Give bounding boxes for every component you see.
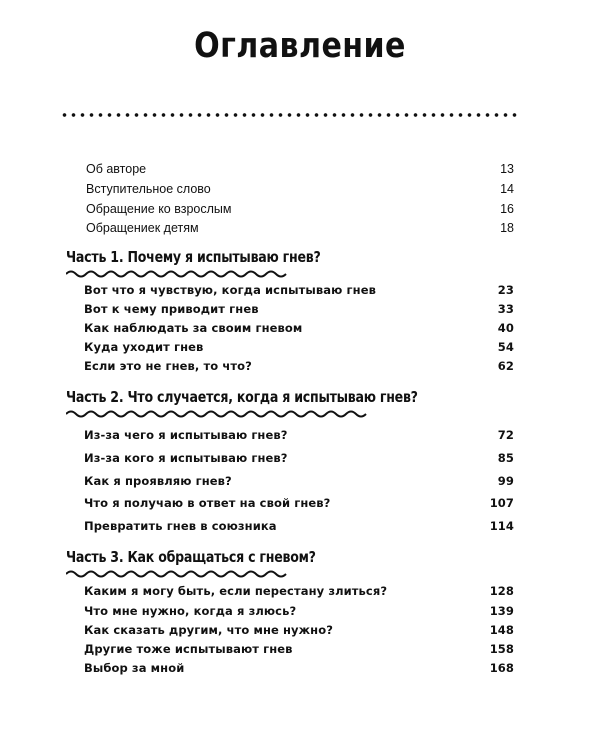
toc-entry-label: Если это не гнев, то что? — [84, 359, 252, 373]
toc-entry — [84, 283, 514, 297]
toc-entry-page: 158 — [489, 642, 514, 656]
toc-entry — [84, 340, 514, 354]
toc-entry-page: 114 — [489, 519, 514, 533]
toc-entry-label: Превратить гнев в союзника — [84, 519, 277, 533]
toc-entry-label: Как я проявляю гнев? — [84, 474, 232, 488]
toc-entry — [84, 661, 514, 675]
toc-entry-foreword — [86, 182, 514, 196]
toc-entry — [84, 496, 514, 510]
page-title: Оглавление — [194, 26, 406, 66]
toc-entry-page: 128 — [489, 584, 514, 598]
toc-entry-page: 99 — [497, 474, 514, 488]
toc-entry-page: 62 — [497, 359, 514, 373]
toc-entry-page: 33 — [497, 302, 514, 316]
toc-entry-label: Обращение ко взрослым — [86, 202, 232, 216]
toc-entry-page: 16 — [500, 202, 514, 216]
toc-entry-label: Выбор за мной — [84, 661, 185, 675]
toc-entry-page: 18 — [500, 221, 514, 235]
wavy-underline — [66, 568, 290, 580]
toc-entry-page: 72 — [497, 428, 514, 442]
toc-entry-page: 54 — [497, 340, 514, 354]
toc-entry-label: Как наблюдать за своим гневом — [84, 321, 303, 335]
toc-entry-page: 23 — [497, 283, 514, 297]
toc-entry-label: Что мне нужно, когда я злюсь? — [84, 604, 297, 618]
toc-entry — [84, 428, 514, 442]
toc-entry-label: Вот что я чувствую, когда испытываю гнев — [84, 283, 376, 297]
toc-entry-label: Из-за чего я испытываю гнев? — [84, 428, 288, 442]
toc-entry-label: Вот к чему приводит гнев — [84, 302, 259, 316]
toc-entry-label: Вступительное слово — [86, 182, 211, 196]
toc-entry-to-children — [86, 221, 514, 235]
toc-entry-page: 139 — [489, 604, 514, 618]
toc-entry — [84, 584, 514, 598]
toc-entry — [84, 642, 514, 656]
toc-entry-page: 13 — [500, 162, 514, 176]
toc-entry-label: Каким я могу быть, если перестану злиться? — [84, 584, 388, 598]
part-2-title: Часть 2. Что случается, когда я испытываю гнев? — [66, 388, 418, 406]
toc-entry-label: Из-за кого я испытываю гнев? — [84, 451, 288, 465]
part-3-title: Часть 3. Как обращаться с гневом? — [66, 548, 316, 566]
toc-entry — [84, 451, 514, 465]
toc-entry-page: 14 — [500, 182, 514, 196]
toc-entry-label: Как сказать другим, что мне нужно? — [84, 623, 334, 637]
toc-entry — [84, 321, 514, 335]
toc-entry-to-adults — [86, 202, 514, 216]
toc-entry-page: 85 — [497, 451, 514, 465]
dotted-divider — [60, 112, 520, 118]
toc-entry — [84, 604, 514, 618]
toc-entry — [84, 302, 514, 316]
toc-entry-about-author — [86, 162, 514, 176]
toc-entry-label: Другие тоже испытывают гнев — [84, 642, 293, 656]
toc-entry-page: 168 — [489, 661, 514, 675]
toc-entry — [84, 623, 514, 637]
part-1-title: Часть 1. Почему я испытываю гнев? — [66, 248, 321, 266]
toc-entry — [84, 359, 514, 373]
toc-entry-label: Обращениек детям — [86, 221, 199, 235]
toc-entry — [84, 474, 514, 488]
toc-entry-label: Куда уходит гнев — [84, 340, 204, 354]
toc-entry-page: 107 — [489, 496, 514, 510]
toc-entry-label: Об авторе — [86, 162, 147, 176]
wavy-underline — [66, 408, 372, 420]
toc-entry-page: 148 — [489, 623, 514, 637]
toc-entry-label: Что я получаю в ответ на свой гнев? — [84, 496, 331, 510]
toc-entry-page: 40 — [497, 321, 514, 335]
toc-entry — [84, 519, 514, 533]
wavy-underline — [66, 268, 290, 280]
